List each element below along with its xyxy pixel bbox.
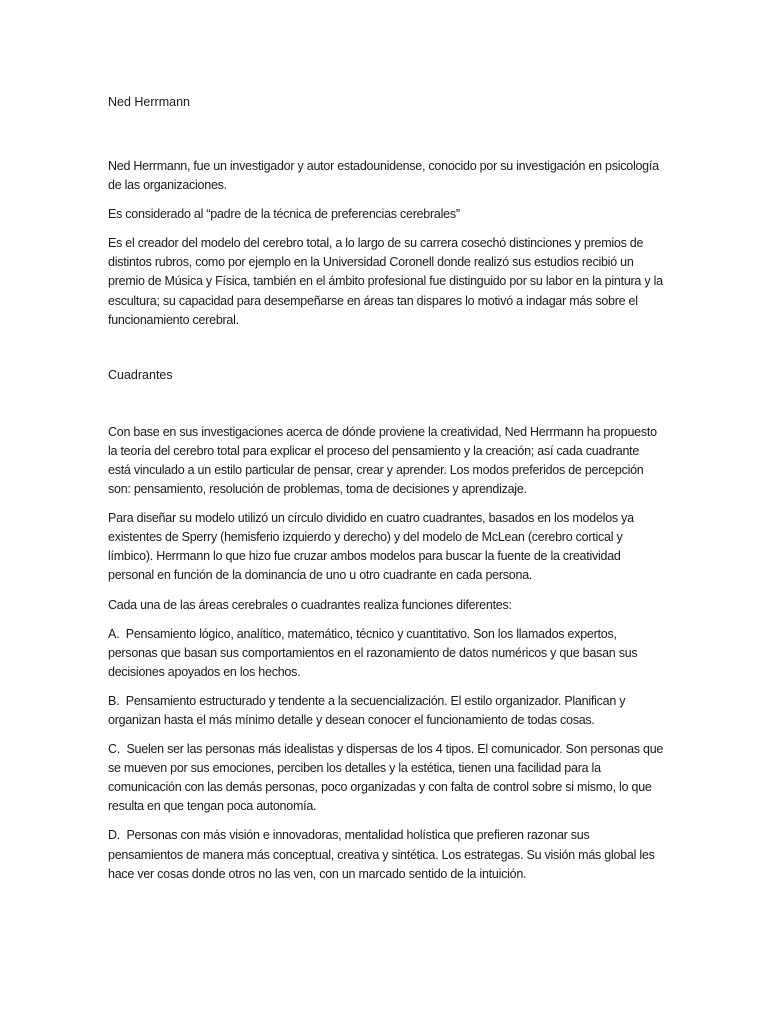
quadrant-letter-b: B. [108,693,120,708]
quadrant-letter-d: D. [108,828,120,843]
quadrant-text-c: Suelen ser las personas más idealistas y dispersas de los 4 tipos. El comunicador. Son personas que se mueven por sus emociones, perciben los detalles y la estética, tienen una facilidad para la comunicación con las demás personas, poco organizadas y con falta de control sobre si mismo, lo que resulta en que tengan poca autonomía. [108,742,664,814]
intro-paragraph-3: Es el creador del modelo del cerebro total, a lo largo de su carrera cosechó distinciones y premios de distintos rubros, como por ejemplo en la Universidad Coronell donde realizó sus estudios recibió un premio de Música y Física, también en el ámbito profesional fue distinguido por su labor en la pintura y la escultura; su capacidad para desempeñarse en áreas tan dispares lo motivó a indagar más sobre el funcionamiento cerebral. [108,236,663,327]
section-paragraph-1: Con base en sus investigaciones acerca de dónde proviene la creatividad, Ned Herrmann ha propuesto la teoría del cerebro total para explicar el proceso del pensamiento y la creación; así cada cuadrante está vinculado a un estilo particular de pensar, crear y aprender. Los modos preferidos de percepción son: pensamiento, resolución de problemas, toma de decisiones y aprendizaje. [108,424,657,497]
section-paragraph-2: Para diseñar su modelo utilizó un círculo dividido en cuatro cuadrantes, basados en los modelos ya existentes de Sperry (hemisferio izquierdo y derecho) y del modelo de McLean (cerebro cortical y límbico). Herrmann lo que hizo fue cruzar ambos modelos para buscar la fuente de la creatividad personal en función de la dominancia de uno u otro cuadrante en cada persona. [108,511,634,583]
intro-paragraph-1: Ned Herrmann, fue un investigador y autor estadounidense, conocido por su investigación en psicología de las organizaciones. [108,159,659,193]
intro-paragraph-2: Es considerado al “padre de la técnica de preferencias cerebrales” [108,207,460,222]
quadrant-item-d [108,826,664,883]
section-paragraph-3: Cada una de las áreas cerebrales o cuadrantes realiza funciones diferentes: [108,597,512,612]
document-title: Ned Herrmann [108,95,190,109]
document-page [108,93,664,894]
quadrant-text-d: Personas con más visión e innovadoras, mentalidad holística que prefieren razonar sus pensamientos de manera más conceptual, creativa y sintética. Los estrategas. Su visión más global les hace ver cosas donde otros no las ven, con un marcado sentido de la intuición. [108,828,655,881]
quadrant-text-b: Pensamiento estructurado y tendente a la secuencialización. El estilo organizador. Planifican y organizan hasta el más mínimo detalle y desean conocer el funcionamiento de todas cosas. [108,693,626,727]
quadrant-text-a: Pensamiento lógico, analítico, matemático, técnico y cuantitativo. Son los llamados expertos, personas que basan sus comportamientos en el razonamiento de datos numéricos y que basan sus decisiones apoyados en los hechos. [108,626,638,679]
quadrant-item-a [108,625,664,682]
section-title-cuadrantes: Cuadrantes [108,367,173,382]
quadrant-letter-a: A. [108,626,120,641]
quadrant-item-b [108,692,664,730]
quadrant-letter-c: C. [108,742,120,757]
quadrant-item-c [108,740,664,816]
